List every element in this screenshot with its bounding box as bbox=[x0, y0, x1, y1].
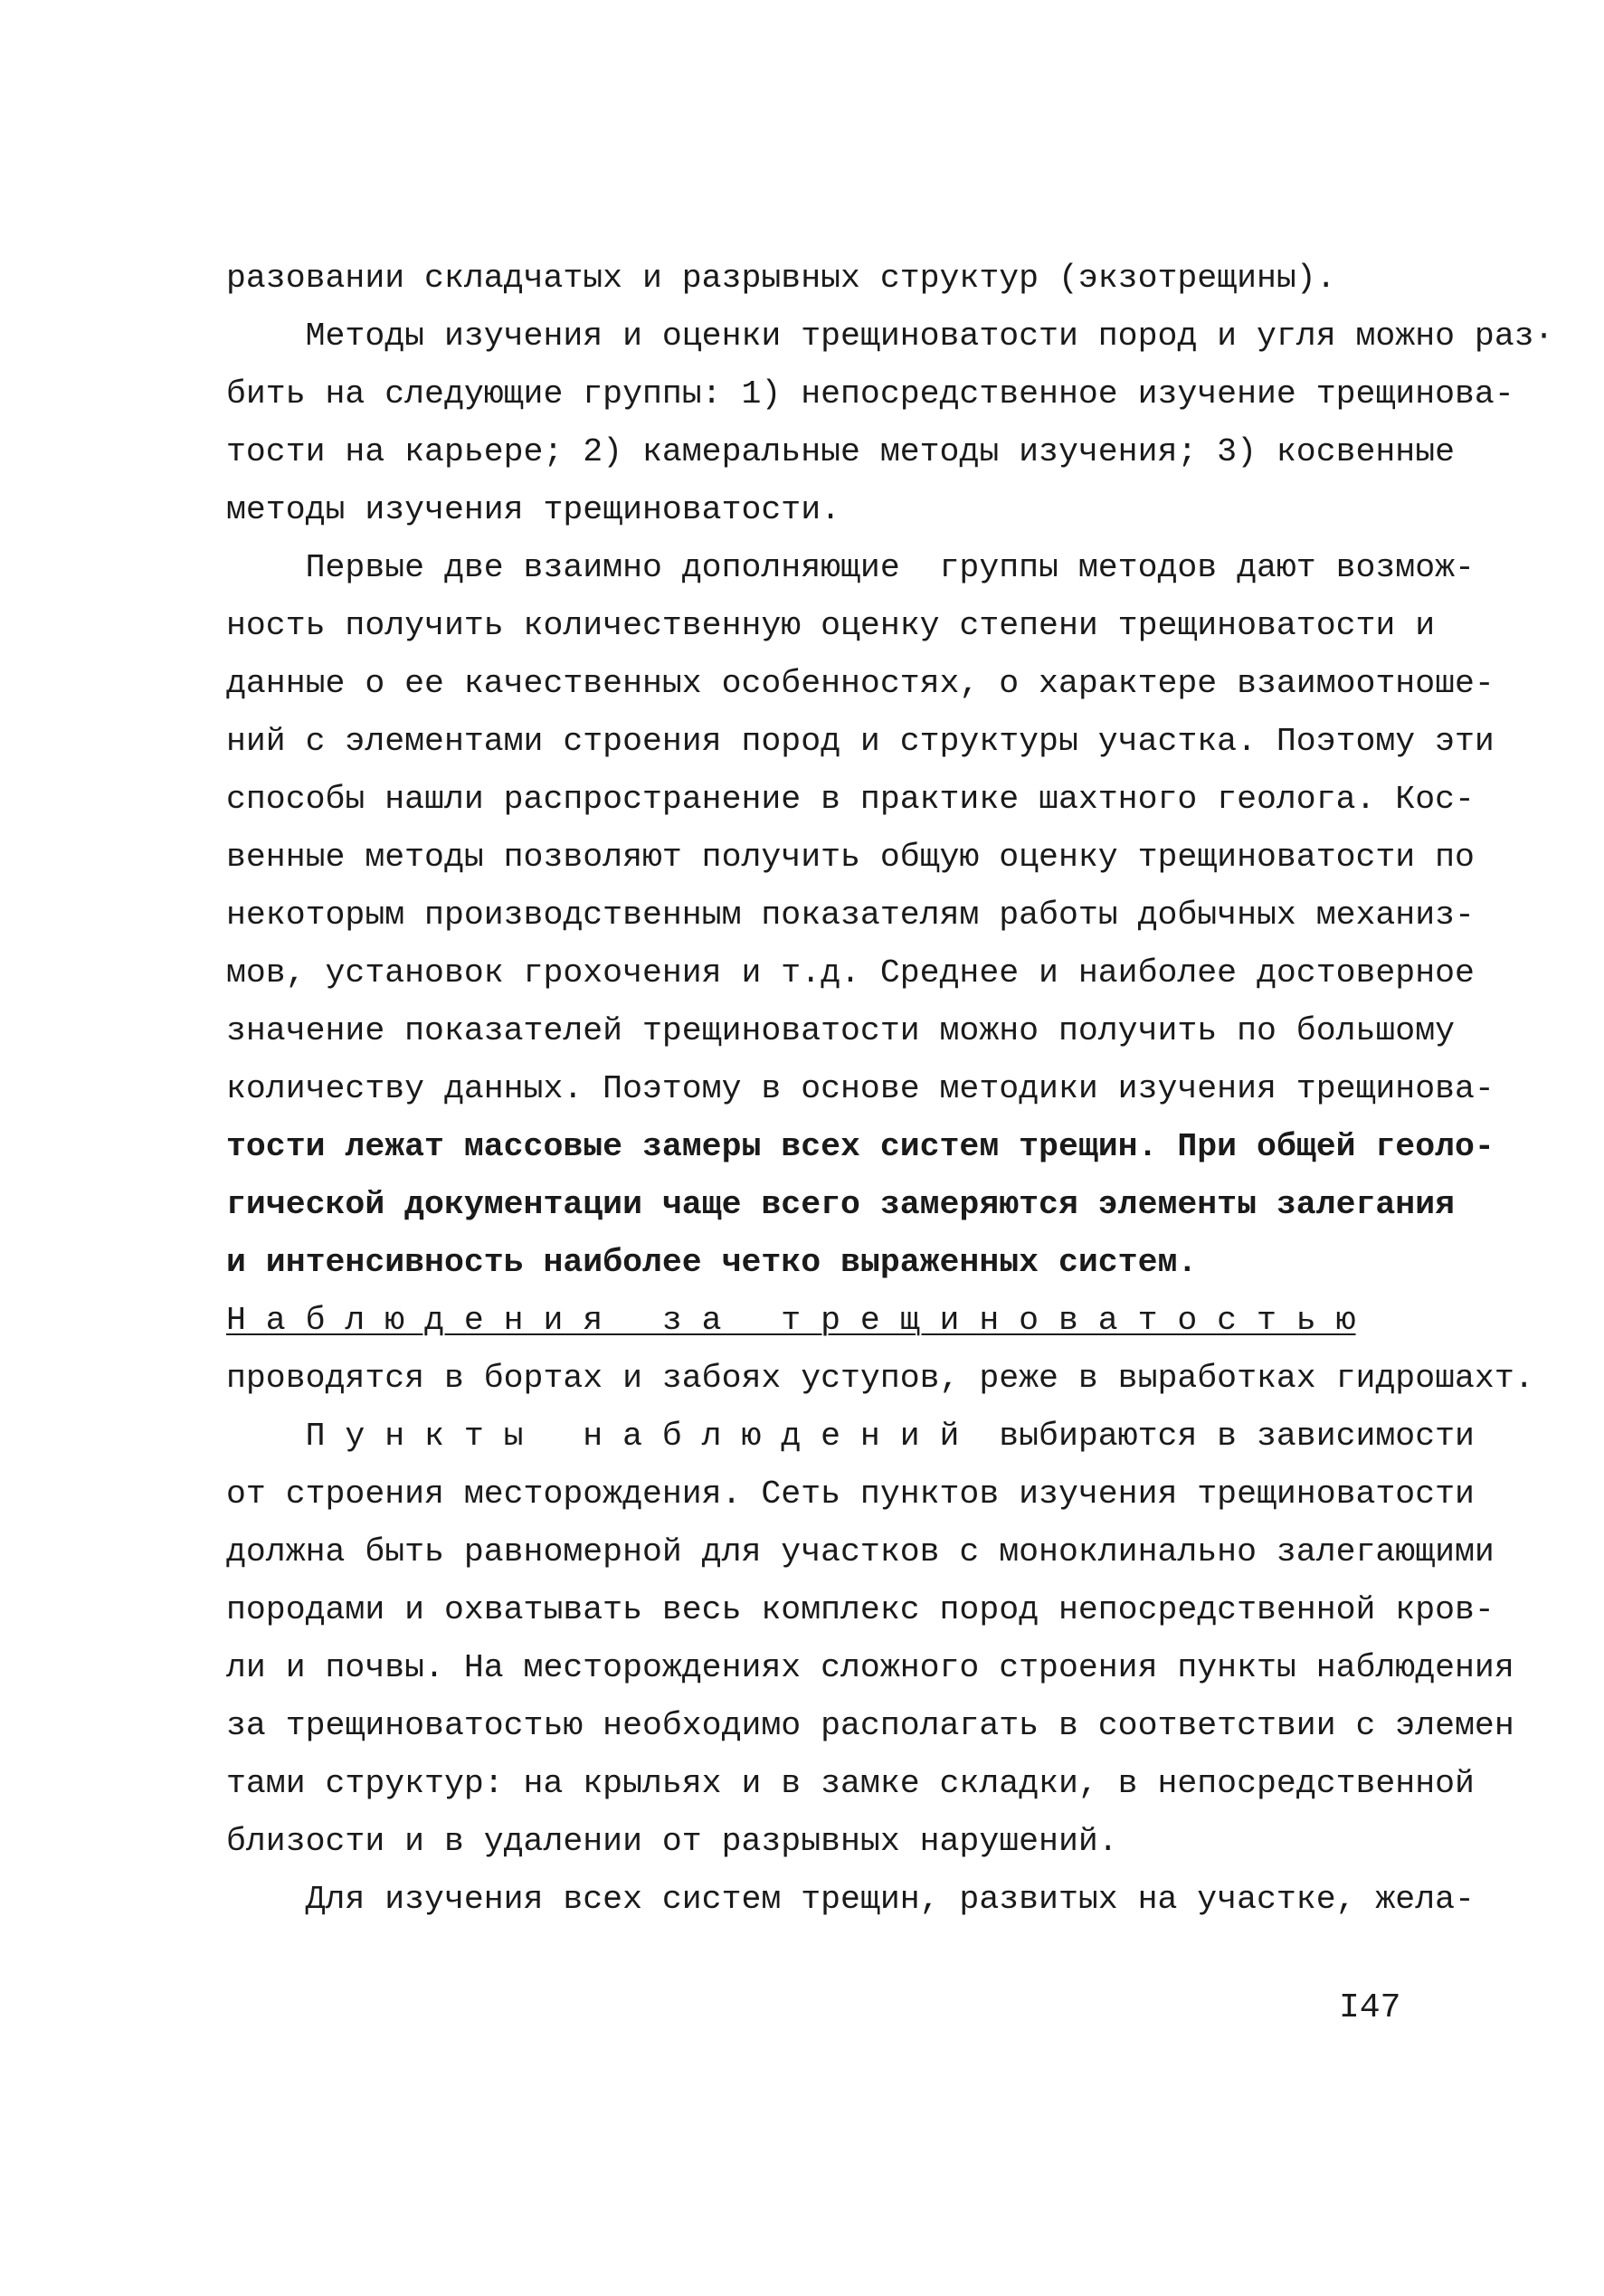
text-line: должна быть равномерной для участков с моноклинально залегающими bbox=[226, 1533, 1495, 1570]
section-heading: Н а б л ю д е н и я з а т р е щ и н о в а т о с т ь ю bbox=[226, 1302, 1356, 1339]
text-line: ний с элементами строения пород и структуры участка. Поэтому эти bbox=[226, 723, 1495, 760]
text-line: ли и почвы. На месторождениях сложного строения пункты наблюдения bbox=[226, 1649, 1514, 1686]
text-line: тами структур: на крыльях и в замке складки, в непосредственной bbox=[226, 1765, 1475, 1802]
text-line: близости и в удалении от разрывных нарушений. bbox=[226, 1823, 1118, 1860]
text-line: тости на карьере; 2) камеральные методы изучения; 3) косвенные bbox=[226, 433, 1456, 470]
page-number: I47 bbox=[1339, 1988, 1401, 2027]
text-line: Для изучения всех систем трещин, развитых на участке, жела- bbox=[226, 1881, 1475, 1918]
text-line: за трещиноватостью необходимо располагать в соответствии с элемен bbox=[226, 1707, 1514, 1744]
text-line: методы изучения трещиноватости. bbox=[226, 491, 841, 528]
text-line: значение показателей трещиноватости можно получить по большому bbox=[226, 1012, 1456, 1049]
text-line: проводятся в бортах и забоях уступов, реже в выработках гидрошахт. bbox=[226, 1360, 1534, 1397]
text-line: некоторым производственным показателям работы добычных механиз- bbox=[226, 897, 1475, 934]
text-line: Первые две взаимно дополняющие группы методов дают возмож- bbox=[226, 549, 1475, 586]
text-line: тости лежат массовые замеры всех систем трещин. При общей геоло- bbox=[226, 1128, 1495, 1165]
text-line: количеству данных. Поэтому в основе методики изучения трещинова- bbox=[226, 1070, 1495, 1107]
text-line: венные методы позволяют получить общую оценку трещиноватости по bbox=[226, 839, 1475, 876]
section-heading-line bbox=[226, 1292, 1402, 1350]
text-line: бить на следующие группы: 1) непосредственное изучение трещинова- bbox=[226, 375, 1514, 413]
text-line: породами и охватывать весь комплекс пород непосредственной кров- bbox=[226, 1591, 1495, 1628]
text-line: гической документации чаще всего замеряются элементы залегания bbox=[226, 1186, 1456, 1223]
text-line: П у н к т ы н а б л ю д е н и й выбираются в зависимости bbox=[226, 1418, 1475, 1455]
text-line: от строения месторождения. Сеть пунктов изучения трещиноватости bbox=[226, 1475, 1475, 1513]
text-line: Методы изучения и оценки трещиноватости пород и угля можно раз· bbox=[226, 318, 1554, 355]
text-line: данные о ее качественных особенностях, о характере взаимоотноше- bbox=[226, 665, 1495, 702]
text-line: способы нашли распространение в практике шахтного геолога. Кос- bbox=[226, 781, 1475, 818]
text-line: мов, установок грохочения и т.д. Среднее и наиболее достоверное bbox=[226, 954, 1475, 991]
text-line: и интенсивность наиболее четко выраженных систем. bbox=[226, 1244, 1198, 1281]
text-line: разовании складчатых и разрывных структур (экзотрещины). bbox=[226, 260, 1336, 297]
body-text bbox=[226, 250, 1554, 1929]
text-line: ность получить количественную оценку степени трещиноватости и bbox=[226, 607, 1436, 644]
